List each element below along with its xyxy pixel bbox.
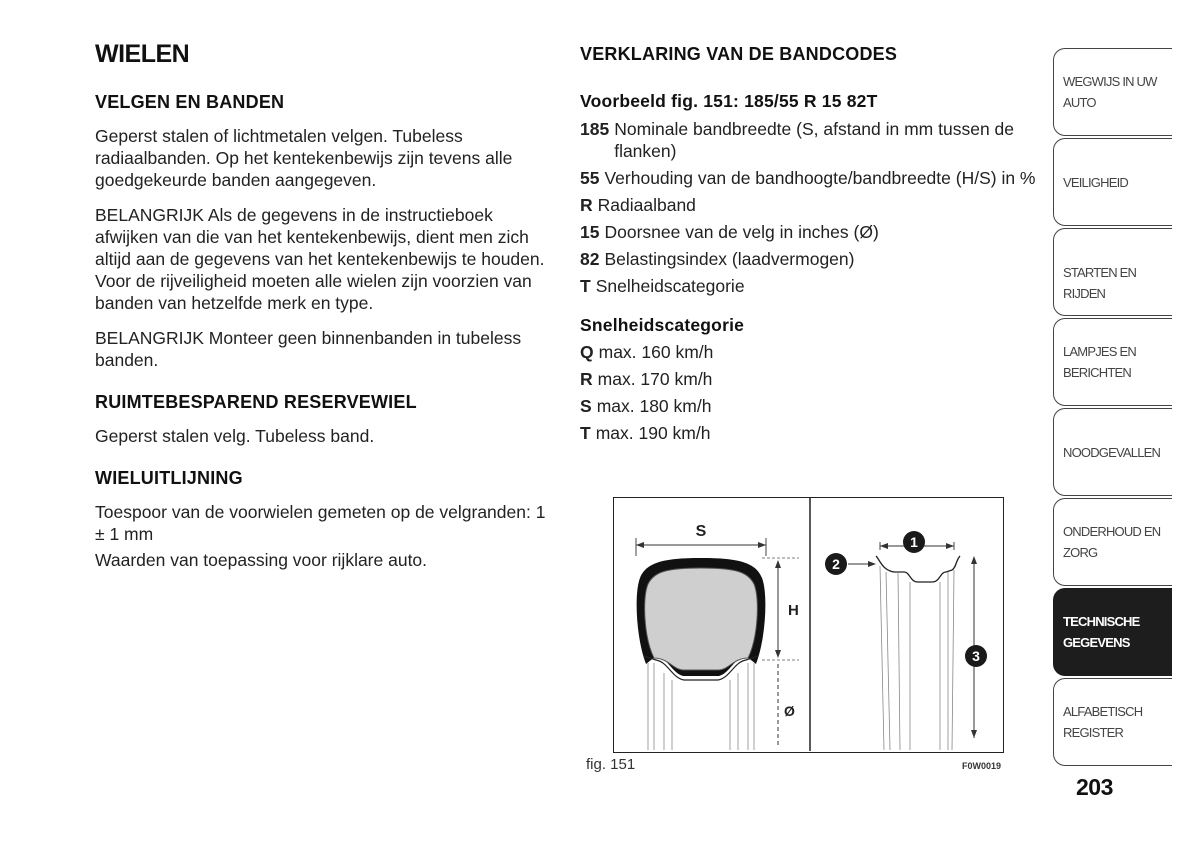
speed-row [580,422,1040,444]
figure-code: F0W0019 [962,761,1002,771]
speed-row [580,341,1040,363]
bandcodes-heading: VERKLARING VAN DE BANDCODES [580,44,898,64]
right-column [580,44,1040,449]
paragraph: Geperst stalen velg. Tubeless band. [95,426,375,446]
code-row [580,194,1040,216]
tire-diagram [614,498,1002,751]
tab-label-line: GEGEVENS [1063,635,1130,650]
paragraph: Geperst stalen of lichtmetalen velgen. Tubeless radiaalbanden. Op het kentekenbewijs zijn tevens alle goedgekeurde banden aangegeven. [95,126,513,190]
tab-label-line: AUTO [1063,95,1096,110]
speed-text: max. 160 km/h [598,342,714,362]
tab-noodgevallen[interactable] [1053,408,1172,496]
code-row [580,248,1040,270]
code-text: Nominale bandbreedte (S, afstand in mm tussen de flanken) [614,119,1015,161]
rim-section [825,531,987,750]
code-value: 185 [580,119,610,139]
code-list [580,118,1040,297]
callout-2-label: 2 [832,556,840,572]
tab-register[interactable] [1053,678,1172,766]
s-label: S [695,523,707,540]
callout-3-label: 3 [972,648,980,664]
speed-code: R [580,369,593,389]
speed-heading: Snelheidscategorie [580,315,745,335]
tab-label-line: ALFABETISCH [1063,704,1143,719]
speed-text: max. 180 km/h [596,396,712,416]
tab-label-line: ZORG [1063,545,1098,560]
speed-text: max. 170 km/h [597,369,713,389]
code-value: 15 [580,222,600,242]
diameter-label: Ø [784,703,795,719]
left-column [95,92,555,584]
tire-figure [613,497,1004,753]
rim-outline [876,556,960,582]
tab-label-line: LAMPJES EN [1063,344,1136,359]
page-title: WIELEN [95,40,190,68]
tab-label-line: TECHNISCHE [1063,614,1140,629]
paragraph: BELANGRIJK Als de gegevens in de instructieboek afwijken van die van het kentekenbewijs, dient men zich altijd aan de gegevens van het kentekenbewijs te houden. Voor de rijveiligheid moeten alle wielen zijn voorzien van banden van hetzelfde merk en type. [95,205,545,313]
tab-label-line: STARTEN EN RIJDEN [1063,265,1137,301]
tab-lampjes[interactable] [1053,318,1172,406]
speed-code: S [580,396,592,416]
code-text: Doorsnee van de velg in inches (Ø) [604,222,879,242]
code-text: Radiaalband [597,195,696,215]
tire-body [645,568,758,670]
speed-text: max. 190 km/h [595,423,711,443]
figure-caption: fig. 151 [586,756,636,773]
speed-code: T [580,423,591,443]
code-row [580,221,1040,243]
tab-label-line: VEILIGHEID [1063,175,1128,190]
code-text: Snelheidscategorie [595,276,745,296]
section-heading-wieluitlijning: WIELUITLIJNING [95,468,243,488]
code-value: 82 [580,249,600,269]
page-number: 203 [1076,774,1113,800]
section-heading-reservewiel: RUIMTEBESPAREND RESERVEWIEL [95,392,417,412]
code-text: Verhouding van de bandhoogte/bandbreedte (H/S) in % [604,168,1036,188]
code-value: 55 [580,168,600,188]
tab-veiligheid[interactable] [1053,138,1172,226]
callout-1-label: 1 [910,534,918,550]
code-row [580,118,1040,162]
tab-label-line: ONDERHOUD EN [1063,524,1161,539]
paragraph: BELANGRIJK Monteer geen binnenbanden in tubeless banden. [95,328,522,370]
paragraph: Waarden van toepassing voor rijklare auto. [95,550,428,570]
tab-label-line: BERICHTEN [1063,365,1131,380]
speed-code: Q [580,342,594,362]
tab-starten[interactable] [1053,228,1172,316]
code-row [580,275,1040,297]
example-label: Voorbeeld fig. 151: 185/55 R 15 82T [580,91,878,111]
tab-technische-gegevens[interactable] [1053,588,1172,676]
section-heading-velgen: VELGEN EN BANDEN [95,92,285,112]
speed-row [580,395,1040,417]
code-value: T [580,276,591,296]
code-value: R [580,195,593,215]
tab-label-line: REGISTER [1063,725,1124,740]
speed-row [580,368,1040,390]
tire-section [636,523,799,750]
tab-label-line: WEGWIJS IN UW [1063,74,1157,89]
code-row [580,167,1040,189]
tab-wegwijs[interactable] [1053,48,1172,136]
code-text: Belastingsindex (laadvermogen) [604,249,855,269]
tab-label-line: NOODGEVALLEN [1063,445,1161,460]
tab-onderhoud[interactable] [1053,498,1172,586]
paragraph: Toespoor van de voorwielen gemeten op de velgranden: 1 ± 1 mm [95,502,546,544]
h-label: H [788,602,799,619]
